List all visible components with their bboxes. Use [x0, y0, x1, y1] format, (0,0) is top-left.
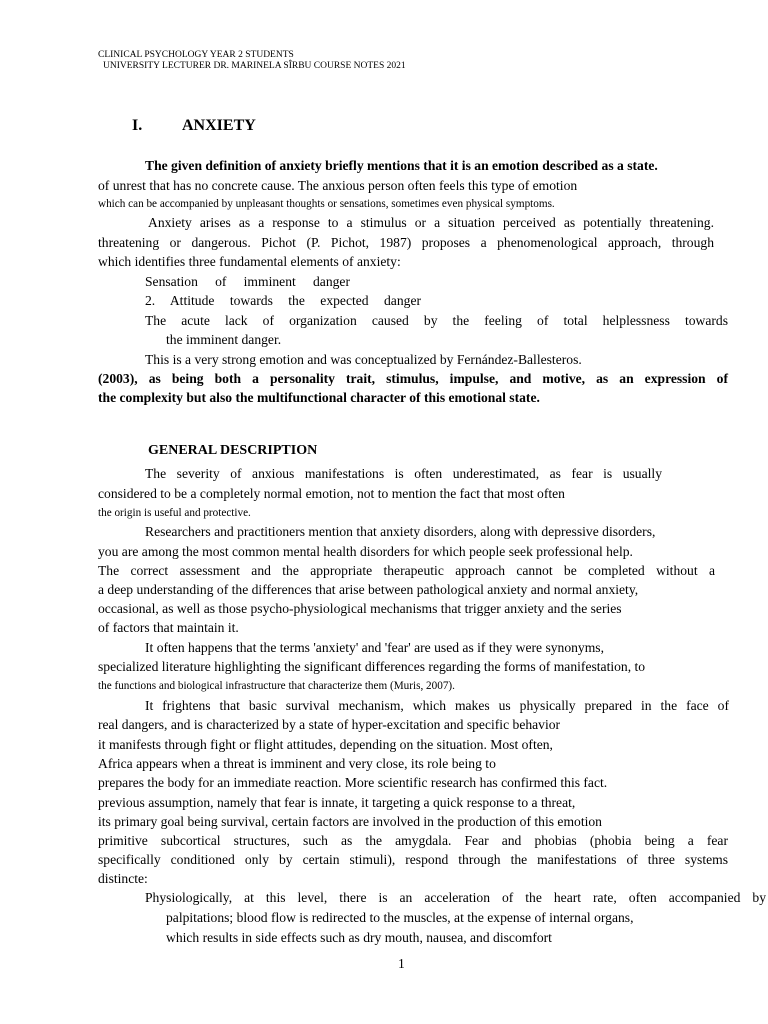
body-line: Researchers and practitioners mention that anxiety disorders, along with depressive disorders, [145, 524, 656, 539]
intro-line: The given definition of anxiety briefly mentions that it is an emotion described as a state. [145, 158, 658, 173]
body-line: its primary goal being survival, certain factors are involved in the production of this emotion [98, 814, 602, 829]
conclusion-line: This is a very strong emotion and was conceptualized by Fernández-Ballesteros. [145, 352, 582, 367]
intro-line: Anxiety arises as a response to a stimulus or a situation perceived as potentially threatening. [148, 215, 714, 230]
body-line: occasional, as well as those psycho-physiological mechanisms that trigger anxiety and the series [98, 601, 622, 616]
body-line: distincte: [98, 871, 148, 886]
header-course-title: CLINICAL PSYCHOLOGY YEAR 2 STUDENTS [98, 50, 294, 60]
body-line: specifically conditioned only by certain stimuli), respond through the manifestations of three systems [98, 852, 728, 867]
body-line: specialized literature highlighting the significant differences regarding the forms of manifestation, to [98, 659, 646, 674]
conclusion-line: the complexity but also the multifunctional character of this emotional state. [98, 390, 540, 405]
element-item: Sensation of imminent danger [145, 274, 350, 289]
body-line: real dangers, and is characterized by a state of hyper-excitation and specific behavior [98, 717, 561, 732]
element-item: 2. Attitude towards the expected danger [145, 293, 421, 308]
body-line: the origin is useful and protective. [98, 507, 251, 519]
section-title: ANXIETY [182, 117, 256, 134]
body-line: of factors that maintain it. [98, 620, 239, 635]
body-line: it manifests through fight or flight attitudes, depending on the situation. Most often, [98, 737, 553, 752]
element-item: the imminent danger. [166, 332, 282, 347]
section-number: I. [132, 117, 143, 134]
intro-line: of unrest that has no concrete cause. The anxious person often feels this type of emotion [98, 178, 578, 193]
body-line: The correct assessment and the appropriate therapeutic approach cannot be completed without a [98, 563, 715, 578]
general-description-title: GENERAL DESCRIPTION [148, 443, 318, 458]
page-number: 1 [398, 956, 405, 971]
conclusion-line: (2003), as being both a personality trait, stimulus, impulse, and motive, as an expression of [98, 371, 728, 386]
element-item: The acute lack of organization caused by the feeling of total helplessness towards [145, 313, 728, 328]
body-line: It frightens that basic survival mechanism, which makes us physically prepared in the face of [145, 698, 729, 713]
body-line: It often happens that the terms 'anxiety' and 'fear' are used as if they were synonyms, [145, 640, 604, 655]
physio-line: which results in side effects such as dry mouth, nausea, and discomfort [166, 930, 552, 945]
body-line: primitive subcortical structures, such as the amygdala. Fear and phobias (phobia being a fear [98, 833, 728, 848]
body-line: considered to be a completely normal emotion, not to mention the fact that most often [98, 486, 565, 501]
intro-line: which can be accompanied by unpleasant thoughts or sensations, sometimes even physical symptoms. [98, 198, 555, 210]
header-lecturer-line: UNIVERSITY LECTURER DR. MARINELA SÎRBU COURSE NOTES 2021 [103, 61, 406, 71]
physio-line: Physiologically, at this level, there is an acceleration of the heart rate, often accompanied by [145, 890, 766, 905]
body-line: you are among the most common mental health disorders for which people seek professional help. [98, 544, 633, 559]
intro-line: which identifies three fundamental elements of anxiety: [98, 254, 401, 269]
body-line: previous assumption, namely that fear is innate, it targeting a quick response to a threat, [98, 795, 576, 810]
physio-line: palpitations; blood flow is redirected to the muscles, at the expense of internal organs, [166, 910, 634, 925]
intro-line: threatening or dangerous. Pichot (P. Pichot, 1987) proposes a phenomenological approach, through [98, 235, 714, 250]
body-line: Africa appears when a threat is imminent and very close, its role being to [98, 756, 496, 771]
body-line: The severity of anxious manifestations is often underestimated, as fear is usually [145, 466, 662, 481]
body-line: a deep understanding of the differences that arise between pathological anxiety and normal anxiety, [98, 582, 639, 597]
body-line: prepares the body for an immediate reaction. More scientific research has confirmed this fact. [98, 775, 608, 790]
body-line: the functions and biological infrastructure that characterize them (Muris, 2007). [98, 680, 455, 692]
